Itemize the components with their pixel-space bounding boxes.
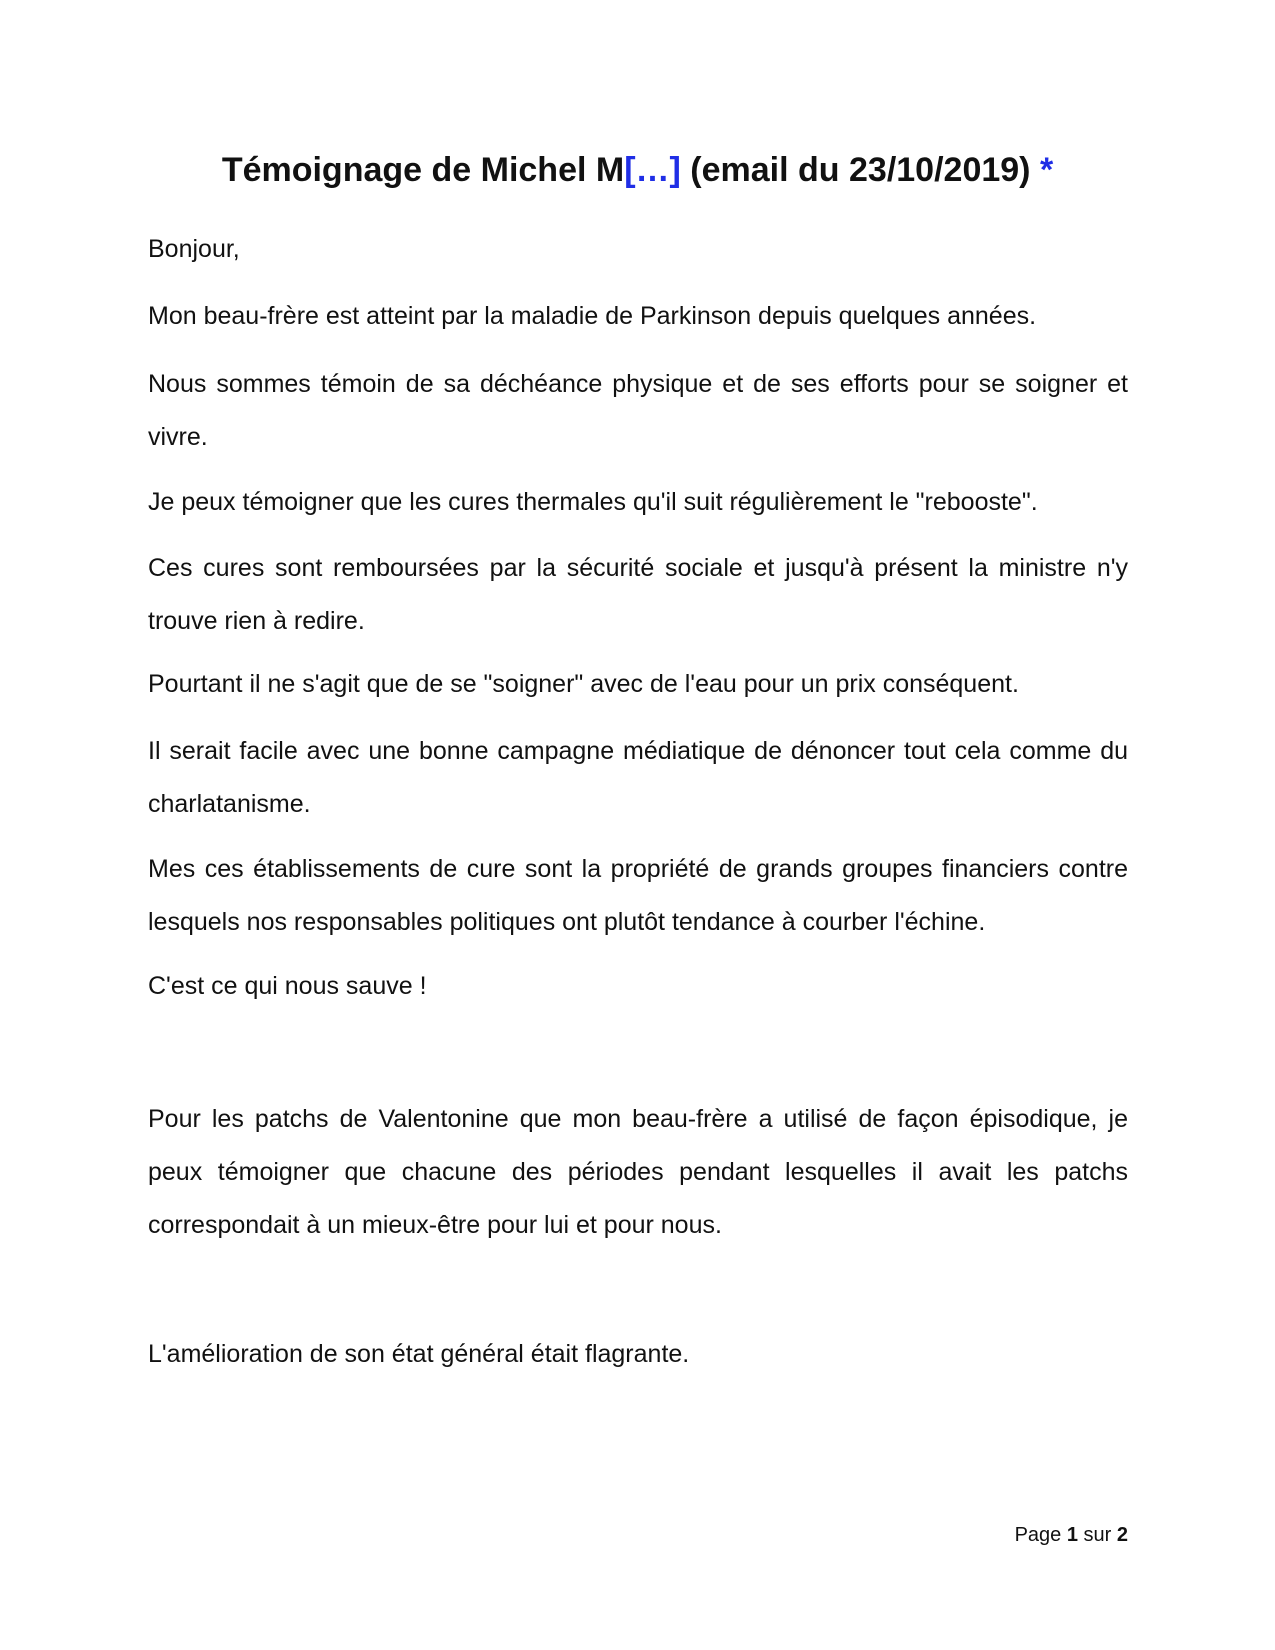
paragraph-5: Pourtant il ne s'agit que de se "soigner" avec de l'eau pour un prix conséquent. (148, 670, 1019, 698)
title-text: Témoignage de Michel M (221, 151, 625, 189)
title-redaction: […] (624, 151, 681, 189)
document-title (0, 150, 1275, 190)
paragraph-6: Il serait facile avec une bonne campagne médiatique de dénoncer tout cela comme du charlatanisme. (148, 737, 1128, 818)
title-asterisk-link[interactable]: * (1039, 151, 1054, 189)
footer-current-page: 1 (1066, 1524, 1078, 1546)
paragraph-4: Ces cures sont remboursées par la sécurité sociale et jusqu'à présent la ministre n'y trouve rien à redire. (148, 554, 1128, 635)
paragraph-3: Je peux témoigner que les cures thermales qu'il suit régulièrement le "rebooste". (148, 488, 1038, 516)
paragraph-8: C'est ce qui nous sauve ! (148, 972, 427, 1000)
footer-sur-word: sur (1077, 1524, 1117, 1546)
paragraph-9: Pour les patchs de Valentonine que mon beau-frère a utilisé de façon épisodique, je peux témoigner que chacune des périodes pendant lesquelles il avait les patchs correspondait à un mieux-être pour lui et pour nous. (148, 1105, 1128, 1239)
footer-total-pages: 2 (1116, 1524, 1128, 1546)
paragraph-greeting: Bonjour, (148, 235, 240, 263)
page-number-footer (1015, 1523, 1128, 1547)
paragraph-10: L'amélioration de son état général était flagrante. (148, 1340, 690, 1368)
paragraph-2: Nous sommes témoin de sa déchéance physique et de ses efforts pour se soigner et vivre. (148, 370, 1128, 451)
paragraph-1: Mon beau-frère est atteint par la maladie de Parkinson depuis quelques années. (148, 302, 1037, 330)
footer-page-word: Page (1014, 1524, 1067, 1546)
title-email-date: (email du 23/10/2019) (680, 151, 1040, 189)
paragraph-7: Mes ces établissements de cure sont la propriété de grands groupes financiers contre lesquels nos responsables politiques ont plutôt tendance à courber l'échine. (148, 855, 1128, 936)
